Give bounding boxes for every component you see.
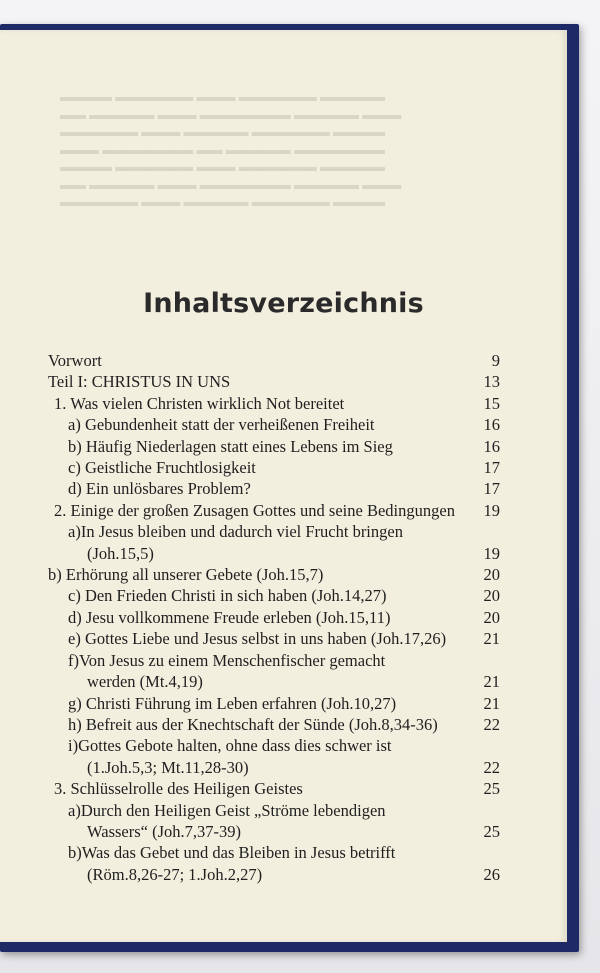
toc-entry-page: 20 bbox=[483, 586, 500, 606]
toc-entry-text: b) Häufig Niederlagen statt eines Lebens im Sieg bbox=[68, 436, 393, 456]
toc-entry-text: 1. Was vielen Christen wirklich Not bereitet bbox=[54, 393, 345, 413]
toc-entry-1d bbox=[48, 478, 500, 499]
toc-entry-page: 15 bbox=[483, 393, 500, 413]
toc-entry-text bbox=[68, 842, 478, 885]
toc-entry-line1: In Jesus bleiben und dadurch viel Frucht bringen bbox=[80, 522, 403, 542]
toc-entry-page: 19 bbox=[483, 500, 500, 520]
toc-entry-page: 16 bbox=[483, 415, 500, 435]
toc-entry-page: 21 bbox=[483, 629, 500, 649]
toc-entry-page: 16 bbox=[483, 436, 500, 456]
toc-entry-page: 25 bbox=[483, 821, 500, 841]
toc-entry-text: g) Christi Führung im Leben erfahren (Joh.10,27) bbox=[68, 693, 397, 713]
toc-entry-3b bbox=[48, 842, 500, 885]
toc-entry-prefix: i) bbox=[68, 736, 79, 756]
toc-entry-prefix: b) bbox=[68, 843, 82, 863]
toc-entry-text: Vorwort bbox=[48, 351, 102, 370]
toc-entry-text: h) Befreit aus der Knechtschaft der Sünde (Joh.8,34-36) bbox=[68, 714, 438, 734]
toc-entry-line2: (1.Joh.5,3; Mt.11,28-30) bbox=[87, 757, 249, 777]
toc-entry-prefix: a) bbox=[68, 522, 81, 542]
toc-entry-line1: Gottes Gebote halten, ohne dass dies schwer ist bbox=[78, 736, 392, 756]
toc-entry-2a bbox=[48, 521, 500, 564]
toc-entry-2i bbox=[48, 735, 500, 778]
toc-entry-line1: Von Jesus zu einem Menschenfischer gemacht bbox=[79, 650, 386, 670]
toc-entry-page: 17 bbox=[483, 479, 500, 499]
toc-entry-2d bbox=[48, 607, 500, 628]
toc-entry-1c bbox=[48, 457, 500, 478]
toc-entry-teil-1 bbox=[48, 371, 500, 392]
toc-entry-text: a) Gebundenheit statt der verheißenen Freiheit bbox=[68, 415, 375, 435]
toc-entry-2c bbox=[48, 585, 500, 606]
toc-entry-line2: Wassers“ (Joh.7,37-39) bbox=[87, 821, 242, 841]
toc-entry-page: 17 bbox=[483, 458, 500, 478]
toc-entry-line2: werden (Mt.4,19) bbox=[87, 672, 203, 692]
toc-entry-text: c) Geistliche Fruchtlosigkeit bbox=[68, 458, 256, 478]
toc-entry-text: Teil I: CHRISTUS IN UNS bbox=[48, 372, 231, 392]
toc-entry-2f bbox=[48, 650, 500, 693]
toc-entry-text bbox=[68, 735, 478, 778]
show-through-text: ▬▬▬▬ ▬▬▬▬▬▬ ▬▬▬ ▬▬▬▬▬▬ ▬▬▬▬▬ ▬▬ ▬▬▬▬▬ ▬▬▬ ▬▬▬▬▬▬▬ ▬▬▬▬▬ ▬▬▬ ▬▬▬▬▬▬ ▬▬▬ ▬▬▬▬▬ ▬▬▬▬▬▬ ▬▬▬▬ ▬▬▬ ▬▬▬▬▬▬▬ ▬▬ ▬▬▬▬▬ ▬▬▬▬▬▬▬ ▬▬▬▬ ▬▬▬▬▬▬ ▬▬▬ ▬▬▬▬▬▬ ▬▬▬▬▬ ▬▬ ▬▬▬▬▬ ▬▬▬ ▬▬▬▬▬▬▬ ▬▬▬▬▬ ▬▬▬ ▬▬▬▬▬▬ ▬▬▬ ▬▬▬▬▬ ▬▬▬▬▬▬ ▬▬▬▬ bbox=[60, 89, 402, 209]
toc-entry-page: 9 bbox=[491, 351, 500, 370]
toc-entry-page: 20 bbox=[483, 565, 500, 585]
toc-entry-line2: (Joh.15,5) bbox=[87, 543, 154, 563]
toc-entry-text bbox=[68, 521, 478, 564]
toc-entry-page: 21 bbox=[483, 672, 500, 692]
toc-entry-2b bbox=[48, 564, 500, 585]
toc-entry-2h bbox=[48, 714, 500, 735]
toc-entry-text: 2. Einige der großen Zusagen Gottes und seine Bedingungen bbox=[54, 500, 455, 520]
toc-entry-text bbox=[68, 650, 478, 693]
toc-entry-text bbox=[68, 800, 478, 843]
toc-entry-page: 19 bbox=[483, 543, 500, 563]
toc-entry-chapter-1 bbox=[48, 393, 500, 414]
toc-entry-page: 20 bbox=[483, 607, 500, 627]
toc-entry-vorwort bbox=[48, 350, 500, 371]
toc-entry-text: b) Erhörung all unserer Gebete (Joh.15,7) bbox=[48, 565, 324, 585]
toc-entry-page: 13 bbox=[483, 372, 500, 392]
toc-entry-1b bbox=[48, 436, 500, 457]
toc-entry-prefix: a) bbox=[68, 800, 81, 820]
toc-entry-2g bbox=[48, 693, 500, 714]
toc-entry-page: 22 bbox=[483, 714, 500, 734]
toc-entry-page: 25 bbox=[483, 779, 500, 799]
toc-entry-page: 26 bbox=[483, 864, 500, 884]
toc-entry-text: 3. Schlüsselrolle des Heiligen Geistes bbox=[54, 779, 303, 799]
page-title: Inhaltsverzeichnis bbox=[143, 288, 424, 319]
toc-entry-2e bbox=[48, 628, 500, 649]
toc-entry-prefix: f) bbox=[68, 650, 79, 670]
toc-entry-3a bbox=[48, 800, 500, 843]
book-page bbox=[0, 30, 567, 942]
table-of-contents bbox=[48, 350, 500, 885]
toc-entry-line1: Was das Gebet und das Bleiben in Jesus betrifft bbox=[81, 843, 396, 863]
toc-entry-1a bbox=[48, 414, 500, 435]
toc-entry-page: 21 bbox=[483, 693, 500, 713]
toc-entry-page: 22 bbox=[483, 757, 500, 777]
toc-entry-chapter-2 bbox=[48, 500, 500, 521]
toc-entry-text: d) Jesu vollkommene Freude erleben (Joh.15,11) bbox=[68, 607, 391, 627]
toc-entry-text: d) Ein unlösbares Problem? bbox=[68, 479, 251, 499]
toc-entry-text: e) Gottes Liebe und Jesus selbst in uns haben (Joh.17,26) bbox=[68, 629, 447, 649]
toc-entry-line2: (Röm.8,26-27; 1.Joh.2,27) bbox=[87, 864, 263, 884]
toc-entry-line1: Durch den Heiligen Geist „Ströme lebendigen bbox=[80, 800, 386, 820]
toc-entry-text: c) Den Frieden Christi in sich haben (Joh.14,27) bbox=[68, 586, 387, 606]
toc-entry-chapter-3 bbox=[48, 778, 500, 799]
